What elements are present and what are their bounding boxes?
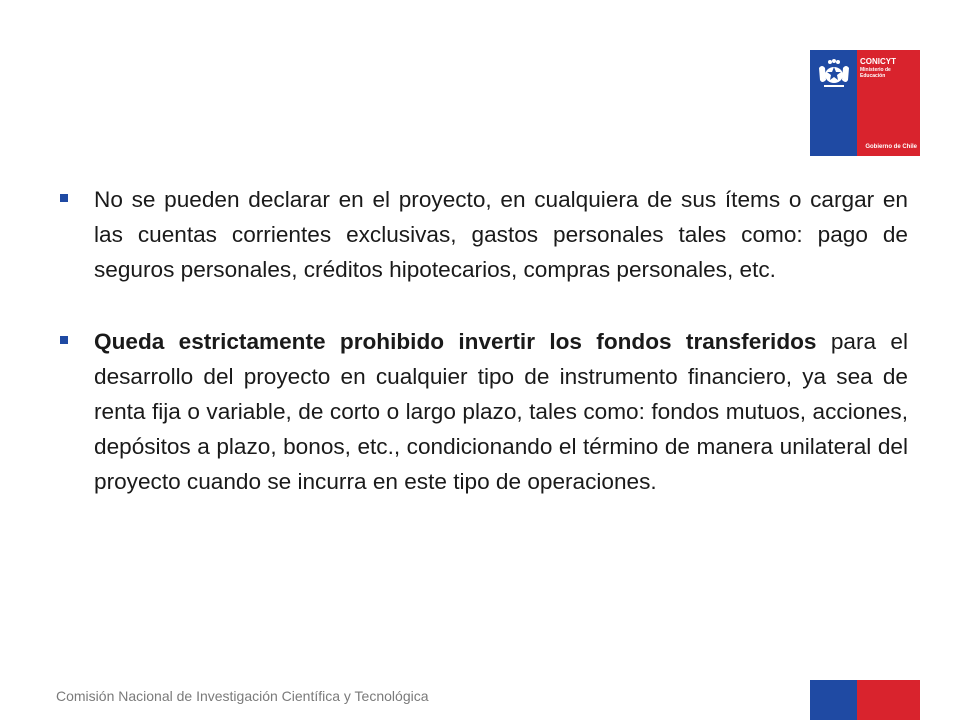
bullet-item-1 bbox=[60, 182, 908, 287]
logo-sub1: Ministerio de bbox=[860, 67, 891, 73]
logo-sub2: Educación bbox=[860, 73, 886, 79]
square-bullet-icon bbox=[60, 336, 68, 344]
logo-blue-panel bbox=[810, 50, 857, 156]
bullet-body-1: No se pueden declarar en el proyecto, en cualquiera de sus ítems o cargar en las cuentas corrientes exclusivas, gastos personales tales como: pago de seguros personales, créditos hipotecarios, compras personales, etc. bbox=[94, 187, 908, 282]
logo-government: Gobierno de Chile bbox=[865, 144, 917, 150]
footer-text: Comisión Nacional de Investigación Científica y Tecnológica bbox=[56, 688, 429, 704]
bullet-text-1 bbox=[94, 182, 908, 287]
logo-red-panel bbox=[857, 50, 920, 156]
footer-flag-blue bbox=[810, 680, 857, 720]
bullet-bold-2: Queda estrictamente prohibido invertir los fondos transferidos bbox=[94, 329, 817, 354]
footer-flag-red bbox=[857, 680, 920, 720]
slide-content bbox=[60, 182, 908, 536]
bullet-text-2 bbox=[94, 324, 908, 499]
bullet-body-2: para el desarrollo del proyecto en cualquier tipo de instrumento financiero, ya sea de renta fija o variable, de corto o largo plazo, tales como: fondos mutuos, acciones, depósitos a plazo, bonos, etc., condicionando el término de manera unilateral del proyecto cuando se incurra en este tipo de operaciones. bbox=[94, 329, 908, 494]
bullet-item-2 bbox=[60, 324, 908, 499]
footer-flag-bar bbox=[810, 680, 920, 720]
conicyt-logo bbox=[810, 50, 920, 156]
coat-of-arms-icon bbox=[816, 58, 852, 90]
square-bullet-icon bbox=[60, 194, 68, 202]
logo-brand: CONICYT bbox=[860, 57, 896, 66]
logo-brand-block bbox=[860, 58, 896, 79]
